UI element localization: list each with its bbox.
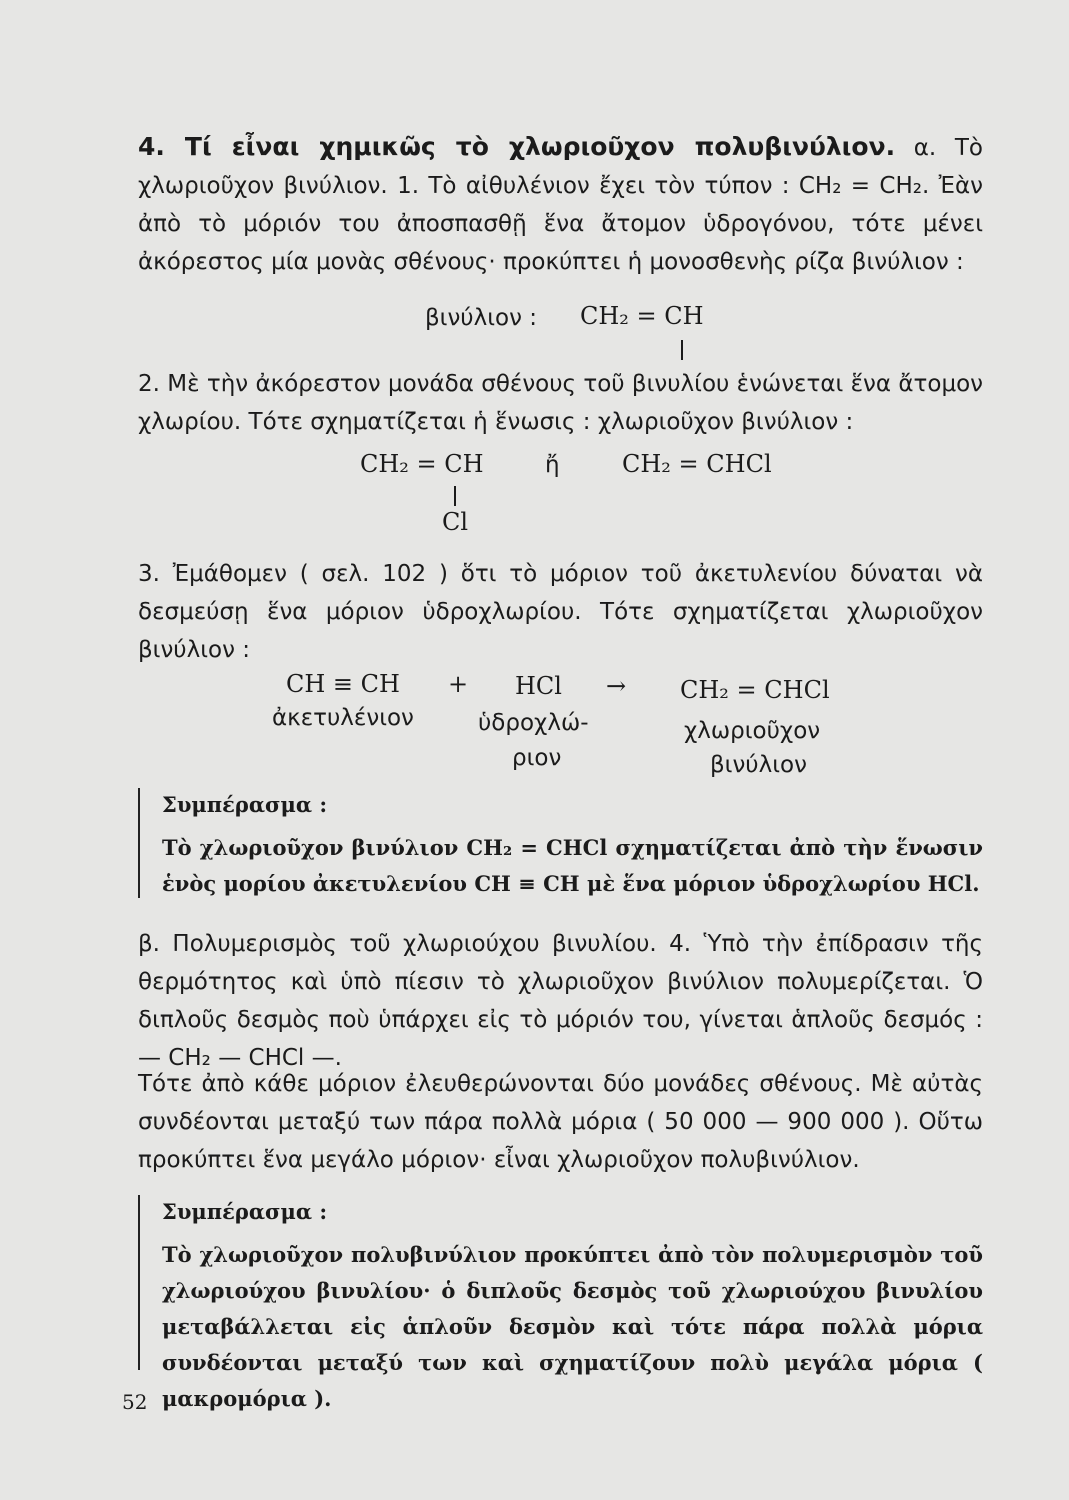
conclusion-2-text: Τὸ χλωριοῦχον πολυβινύλιον προκύπτει ἀπὸ τὸν πολυμερισμὸν τοῦ χλωριούχου βινυλίου· ὁ διπλοῦς δεσμὸς τοῦ χλωριούχου βινυλίου μεταβάλλεται εἰς ἁπλοῦν δεσμὸν καὶ τότε πάρα πολλὰ μόρια συνδέονται μεταξύ των καὶ σχηματίζουν πολὺ μεγάλα μόρια ( μακρομόρια ). — [162, 1242, 983, 1411]
section-intro-paragraph — [138, 128, 983, 281]
reactant-hcl-formula: HCl — [515, 672, 562, 700]
paragraph-1: 1. Τὸ αἰθυλένιον ἔχει τὸν τύπον : CH₂ = CH₂. Ἐὰν ἀπὸ τὸ μόριόν του ἀποσπασθῇ ἕνα ἄτομον ὑδρογόνου, τότε μένει ἀκόρεστος μία μονὰς σθένους· προκύπτει ἡ μονοσθενὴς ρίζα βινύλιον : — [138, 173, 983, 275]
reactant-acetylene-name: ἀκετυλένιον — [272, 705, 414, 731]
product-name-line1: χλωριοῦχον — [684, 718, 821, 744]
product-formula: CH₂ = CHCl — [680, 676, 830, 704]
conclusion-1-title: Συμπέρασμα : — [162, 792, 328, 817]
section-heading: 4. Τί εἶναι χημικῶς τὸ χλωριοῦχον πολυβινύλιον. — [138, 132, 896, 161]
or-word: ἤ — [545, 452, 560, 478]
reactant-acetylene-formula: CH ≡ CH — [286, 670, 400, 698]
vinyl-label: βινύλιον : — [425, 305, 537, 331]
subheading-a: α. Τὸ χλωριοῦχον βινύλιον. — [138, 135, 983, 199]
paragraph-2: 2. Μὲ τὴν ἀκόρεστον μονάδα σθένους τοῦ βινυλίου ἑνώνεται ἕνα ἄτομον χλωρίου. Τότε σχηματίζεται ἡ ἕνωσις : χλωριοῦχον βινύλιον : — [138, 371, 983, 435]
conclusion-box-2 — [138, 1195, 983, 1411]
vinyl-chloride-formula-structural: CH₂ = CH — [360, 450, 484, 478]
reaction-arrow: → — [606, 672, 627, 700]
conclusion-1-text: Τὸ χλωριοῦχον βινύλιον CH₂ = CHCl σχηματίζεται ἀπὸ τὴν ἕνωσιν ἑνὸς μορίου ἀκετυλενίου CH ≡ CH μὲ ἕνα μόριον ὑδροχλωρίου HCl. — [162, 835, 983, 896]
reactant-hcl-name-line2: ριον — [512, 745, 562, 771]
conclusion-2-title: Συμπέρασμα : — [162, 1199, 328, 1224]
page-number: 52 — [122, 1390, 148, 1414]
product-name-line2: βινύλιον — [710, 752, 807, 778]
reactant-hcl-name-line1: ὑδροχλώ- — [478, 710, 589, 736]
paragraph-5: Τότε ἀπὸ κάθε μόριον ἐλευθερώνονται δύο μονάδες σθένους. Μὲ αὐτὰς συνδέονται μεταξύ των πάρα πολλὰ μόρια ( 50 000 — 900 000 ). Οὕτω προκύπτει ἕνα μεγάλο μόριον· εἶναι χλωριοῦχον πολυβινύλιον. — [138, 1071, 983, 1173]
vinyl-chloride-cl-bond — [454, 486, 456, 506]
vinyl-free-bond — [681, 340, 683, 360]
paragraph-3: 3. Ἐμάθομεν ( σελ. 102 ) ὅτι τὸ μόριον τοῦ ἀκετυλενίου δύναται νὰ δεσμεύσῃ ἕνα μόριον ὑδροχλωρίου. Τότε σχηματίζεται χλωριοῦχον βινύλιον : — [138, 561, 983, 663]
paragraph-4: β. Πολυμερισμὸς τοῦ χλωριούχου βινυλίου. 4. Ὑπὸ τὴν ἐπίδρασιν τῆς θερμότητος καὶ ὑπὸ πίεσιν τὸ χλωριοῦχον βινύλιον πολυμερίζεται. Ὁ διπλοῦς δεσμὸς ποὺ ὑπάρχει εἰς τὸ μόριόν του, γίνεται ἁπλοῦς δεσμός : — CH₂ — CHCl —. — [138, 931, 983, 1071]
plus-sign: + — [448, 670, 469, 698]
vinyl-formula: CH₂ = CH — [580, 302, 704, 330]
vinyl-chloride-formula-condensed: CH₂ = CHCl — [622, 450, 772, 478]
vinyl-chloride-cl: Cl — [442, 508, 469, 536]
conclusion-box-1 — [138, 788, 983, 898]
